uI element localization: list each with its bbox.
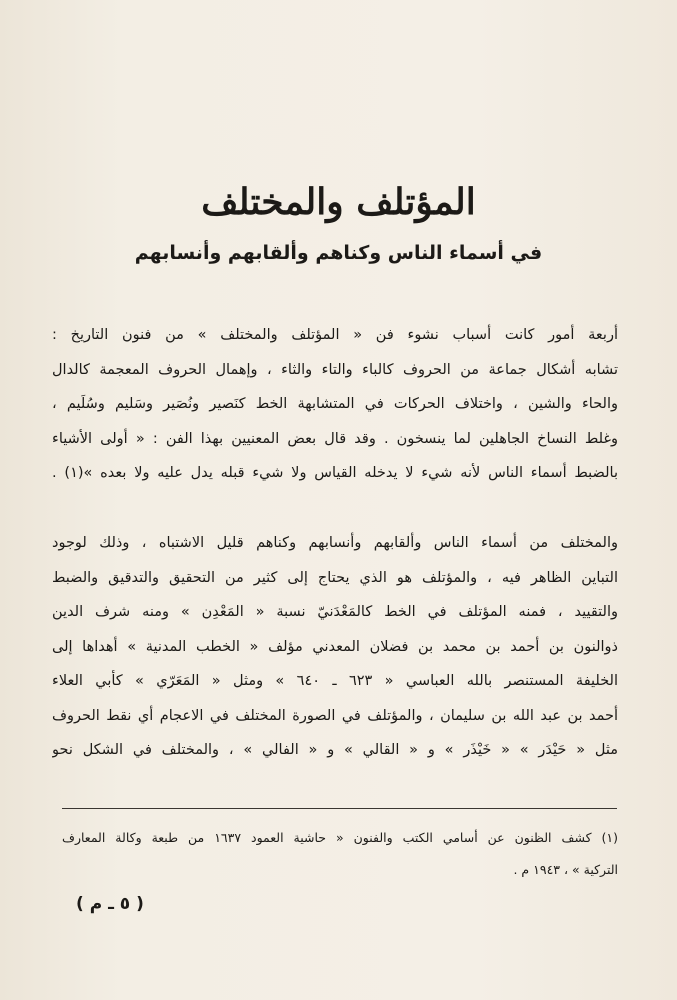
text-line: أربعة أمور كانت أسباب نشوء فن « المؤتلف والمختلف » من فنون التاريخ : <box>52 327 618 343</box>
text-line: والمختلف من أسماء الناس وألقابهم وأنسابهم وكناهم قليل الاشتباه ، وذلك لوجود <box>52 535 618 551</box>
footnote <box>62 822 618 886</box>
footnote-line: (١) كشف الظنون عن أسامي الكتب والفنون « حاشية العمود ١٦٣٧ من طبعة وكالة المعارف <box>62 830 618 845</box>
paragraph-1 <box>52 318 618 491</box>
page-subtitle: في أسماء الناس وكناهم وألقابهم وأنسابهم <box>134 242 543 264</box>
text-line: وغلط النساخ الجاهلين لما ينسخون . وقد قال بعض المعنيين بهذا الفن : « أولى الأشياء <box>52 430 618 447</box>
printer-signature-mark: ( ٥ ـ م ) <box>76 894 144 914</box>
text-line: بالضبط أسماء الناس لأنه شيء لا يدخله القياس ولا شيء قبله يدل عليه ولا بعده »(١) . <box>52 465 618 481</box>
text-line: الخليفة المستنصر بالله العباسي « ٦٢٣ ـ ٦٤٠ » ومثل « المَعَرّي » كأبي العلاء <box>52 673 618 689</box>
text-line: والحاء والشين ، واختلاف الحركات في المتشابهة الخط كنَصير ونُصَير وسَليم وسُلَيم ، <box>52 396 618 412</box>
footnote-line: التركية » ، ١٩٤٣ م . <box>513 862 618 877</box>
text-line: مثل « حَيْدَر » « خَيْذَر » و « القالي » و « الفالي » ، والمختلف في الشكل نحو <box>52 742 618 758</box>
paragraph-2 <box>52 526 618 768</box>
text-line: ذوالنون بن أحمد بن محمد بن فضلان المعدني مؤلف « الخطب المدنية » أهداها إلى <box>52 638 618 655</box>
text-line: أحمد بن عبد الله بن سليمان ، والمؤتلف في الصورة المختلف في الاعجام أي نقط الحروف <box>52 707 618 724</box>
text-line: والتقييد ، فمنه المؤتلف في الخط كالمَعْدَنيّ نسبة « المَعْدِن » ومنه شرف الدين <box>52 604 618 620</box>
text-line: تشابه أشكال جماعة من الحروف كالباء والتاء والثاء ، وإهمال الحروف المعجمة كالدال <box>52 361 618 378</box>
page-title: المؤتلف والمختلف <box>201 181 476 223</box>
footnote-divider <box>62 808 617 809</box>
text-line: التباين الظاهر فيه ، والمؤتلف هو الذي يحتاج إلى كثير من التحقيق والتدقيق والضبط <box>52 569 618 586</box>
